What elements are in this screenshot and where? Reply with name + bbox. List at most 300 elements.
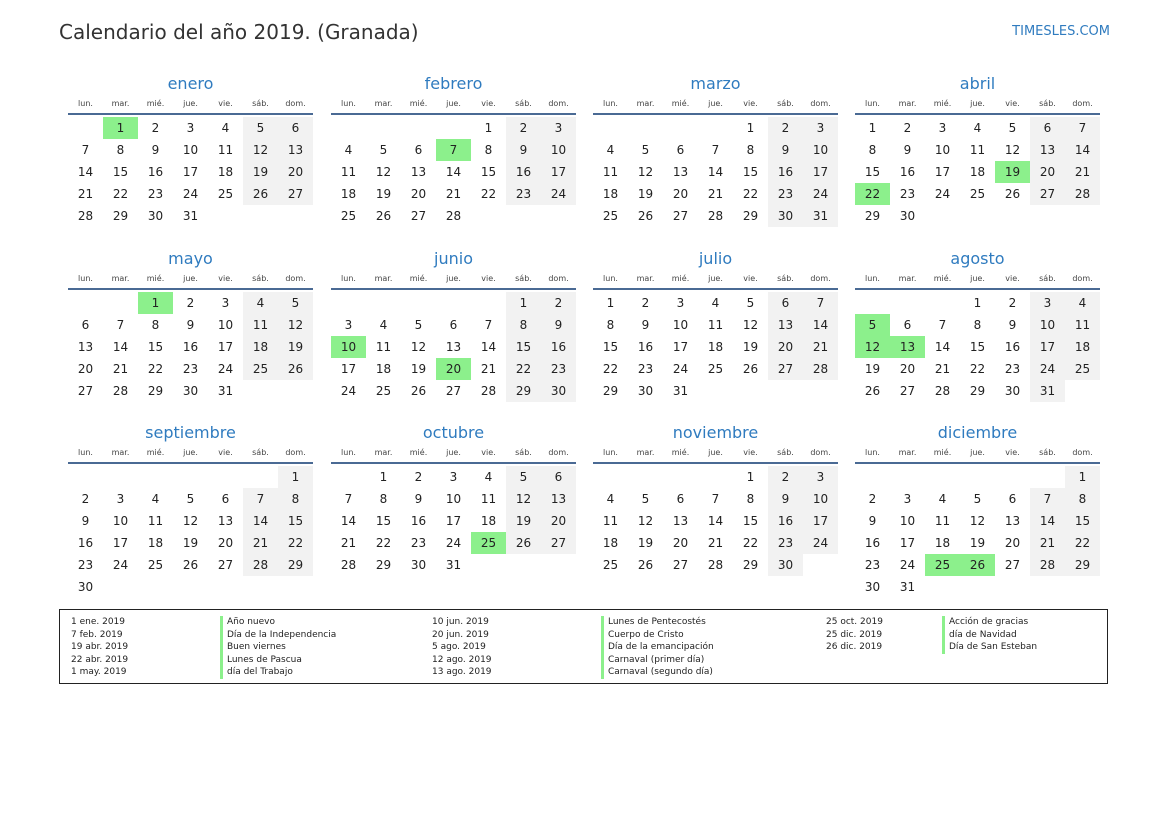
day-cell[interactable]: 4 — [1065, 292, 1100, 314]
day-cell[interactable]: 8 — [484, 143, 493, 157]
day-cell[interactable]: 29 — [742, 558, 759, 572]
day-cell[interactable]: 27 — [768, 358, 803, 380]
day-cell[interactable]: 31 — [899, 580, 916, 594]
day-cell[interactable]: 24 — [445, 536, 462, 550]
day-cell[interactable]: 26 — [637, 209, 654, 223]
day-cell[interactable]: 15 — [602, 340, 619, 354]
day-cell[interactable]: 20 — [768, 336, 803, 358]
day-cell[interactable]: 28 — [707, 209, 724, 223]
day-cell[interactable]: 28 — [340, 558, 357, 572]
day-cell[interactable]: 25 — [707, 362, 724, 376]
day-cell[interactable]: 7 — [711, 492, 720, 506]
day-cell[interactable]: 12 — [506, 488, 541, 510]
day-cell[interactable]: 12 — [1004, 143, 1021, 157]
day-cell[interactable]: 30 — [637, 384, 654, 398]
day-cell[interactable]: 7 — [1030, 488, 1065, 510]
day-cell[interactable]: 2 — [903, 121, 912, 135]
day-cell[interactable]: 16 — [541, 336, 576, 358]
day-cell[interactable]: 18 — [1065, 336, 1100, 358]
day-cell[interactable]: 18 — [375, 362, 392, 376]
day-cell[interactable]: 28 — [112, 384, 129, 398]
day-cell[interactable]: 14 — [243, 510, 278, 532]
day-cell[interactable]: 9 — [768, 139, 803, 161]
holiday-day[interactable]: 1 — [138, 292, 173, 314]
day-cell[interactable]: 19 — [969, 536, 986, 550]
day-cell[interactable]: 21 — [707, 536, 724, 550]
day-cell[interactable]: 24 — [803, 183, 838, 205]
day-cell[interactable]: 17 — [934, 165, 951, 179]
day-cell[interactable]: 25 — [602, 558, 619, 572]
day-cell[interactable]: 24 — [340, 384, 357, 398]
day-cell[interactable]: 21 — [445, 187, 462, 201]
day-cell[interactable]: 5 — [186, 492, 195, 506]
day-cell[interactable]: 11 — [934, 514, 951, 528]
day-cell[interactable]: 22 — [1065, 532, 1100, 554]
day-cell[interactable]: 30 — [768, 554, 803, 576]
day-cell[interactable]: 23 — [864, 558, 881, 572]
day-cell[interactable]: 23 — [768, 532, 803, 554]
day-cell[interactable]: 19 — [243, 161, 278, 183]
day-cell[interactable]: 9 — [506, 139, 541, 161]
holiday-day[interactable]: 25 — [925, 554, 960, 576]
day-cell[interactable]: 4 — [379, 318, 388, 332]
day-cell[interactable]: 28 — [1065, 183, 1100, 205]
day-cell[interactable]: 24 — [541, 183, 576, 205]
day-cell[interactable]: 8 — [868, 143, 877, 157]
day-cell[interactable]: 22 — [278, 532, 313, 554]
day-cell[interactable]: 30 — [541, 380, 576, 402]
day-cell[interactable]: 23 — [506, 183, 541, 205]
day-cell[interactable]: 15 — [375, 514, 392, 528]
day-cell[interactable]: 26 — [864, 384, 881, 398]
day-cell[interactable]: 17 — [182, 165, 199, 179]
day-cell[interactable]: 19 — [506, 510, 541, 532]
day-cell[interactable]: 16 — [899, 165, 916, 179]
day-cell[interactable]: 14 — [707, 514, 724, 528]
day-cell[interactable]: 22 — [112, 187, 129, 201]
day-cell[interactable]: 6 — [221, 492, 230, 506]
day-cell[interactable]: 23 — [410, 536, 427, 550]
day-cell[interactable]: 2 — [151, 121, 160, 135]
day-cell[interactable]: 18 — [934, 536, 951, 550]
day-cell[interactable]: 9 — [641, 318, 650, 332]
day-cell[interactable]: 27 — [1004, 558, 1021, 572]
day-cell[interactable]: 11 — [340, 165, 357, 179]
day-cell[interactable]: 11 — [217, 143, 234, 157]
day-cell[interactable]: 13 — [278, 139, 313, 161]
day-cell[interactable]: 26 — [375, 209, 392, 223]
day-cell[interactable]: 13 — [77, 340, 94, 354]
day-cell[interactable]: 26 — [742, 362, 759, 376]
day-cell[interactable]: 6 — [676, 492, 685, 506]
day-cell[interactable]: 30 — [410, 558, 427, 572]
day-cell[interactable]: 29 — [602, 384, 619, 398]
day-cell[interactable]: 7 — [243, 488, 278, 510]
day-cell[interactable]: 17 — [112, 536, 129, 550]
day-cell[interactable]: 8 — [746, 143, 755, 157]
day-cell[interactable]: 21 — [243, 532, 278, 554]
day-cell[interactable]: 18 — [969, 165, 986, 179]
day-cell[interactable]: 11 — [602, 514, 619, 528]
day-cell[interactable]: 6 — [414, 143, 423, 157]
day-cell[interactable]: 1 — [746, 121, 755, 135]
day-cell[interactable]: 26 — [410, 384, 427, 398]
day-cell[interactable]: 19 — [742, 340, 759, 354]
day-cell[interactable]: 3 — [344, 318, 353, 332]
day-cell[interactable]: 11 — [243, 314, 278, 336]
day-cell[interactable]: 20 — [1030, 161, 1065, 183]
day-cell[interactable]: 17 — [803, 161, 838, 183]
day-cell[interactable]: 27 — [541, 532, 576, 554]
day-cell[interactable]: 19 — [182, 536, 199, 550]
day-cell[interactable]: 24 — [112, 558, 129, 572]
day-cell[interactable]: 24 — [672, 362, 689, 376]
day-cell[interactable]: 30 — [147, 209, 164, 223]
day-cell[interactable]: 16 — [77, 536, 94, 550]
day-cell[interactable]: 8 — [506, 314, 541, 336]
day-cell[interactable]: 7 — [938, 318, 947, 332]
day-cell[interactable]: 6 — [768, 292, 803, 314]
day-cell[interactable]: 27 — [77, 384, 94, 398]
day-cell[interactable]: 31 — [217, 384, 234, 398]
day-cell[interactable]: 23 — [541, 358, 576, 380]
day-cell[interactable]: 10 — [934, 143, 951, 157]
day-cell[interactable]: 14 — [445, 165, 462, 179]
day-cell[interactable]: 9 — [541, 314, 576, 336]
day-cell[interactable]: 18 — [602, 536, 619, 550]
holiday-day[interactable]: 22 — [855, 183, 890, 205]
day-cell[interactable]: 2 — [81, 492, 90, 506]
day-cell[interactable]: 26 — [506, 532, 541, 554]
day-cell[interactable]: 11 — [602, 165, 619, 179]
day-cell[interactable]: 2 — [641, 296, 650, 310]
day-cell[interactable]: 15 — [480, 165, 497, 179]
day-cell[interactable]: 7 — [1065, 117, 1100, 139]
day-cell[interactable]: 10 — [803, 488, 838, 510]
day-cell[interactable]: 28 — [480, 384, 497, 398]
day-cell[interactable]: 2 — [768, 117, 803, 139]
day-cell[interactable]: 2 — [1008, 296, 1017, 310]
day-cell[interactable]: 1 — [379, 470, 388, 484]
day-cell[interactable]: 16 — [1004, 340, 1021, 354]
day-cell[interactable]: 23 — [899, 187, 916, 201]
day-cell[interactable]: 8 — [746, 492, 755, 506]
day-cell[interactable]: 8 — [1065, 488, 1100, 510]
day-cell[interactable]: 4 — [606, 492, 615, 506]
day-cell[interactable]: 22 — [742, 187, 759, 201]
day-cell[interactable]: 19 — [278, 336, 313, 358]
day-cell[interactable]: 14 — [707, 165, 724, 179]
day-cell[interactable]: 30 — [864, 580, 881, 594]
day-cell[interactable]: 13 — [541, 488, 576, 510]
day-cell[interactable]: 9 — [414, 492, 423, 506]
day-cell[interactable]: 13 — [445, 340, 462, 354]
day-cell[interactable]: 17 — [445, 514, 462, 528]
day-cell[interactable]: 10 — [541, 139, 576, 161]
day-cell[interactable]: 23 — [637, 362, 654, 376]
day-cell[interactable]: 20 — [1004, 536, 1021, 550]
day-cell[interactable]: 31 — [672, 384, 689, 398]
day-cell[interactable]: 29 — [506, 380, 541, 402]
day-cell[interactable]: 7 — [344, 492, 353, 506]
day-cell[interactable]: 3 — [1030, 292, 1065, 314]
day-cell[interactable]: 1 — [278, 466, 313, 488]
day-cell[interactable]: 1 — [484, 121, 493, 135]
day-cell[interactable]: 20 — [217, 536, 234, 550]
day-cell[interactable]: 9 — [151, 143, 160, 157]
day-cell[interactable]: 5 — [506, 466, 541, 488]
day-cell[interactable]: 18 — [147, 536, 164, 550]
day-cell[interactable]: 1 — [868, 121, 877, 135]
day-cell[interactable]: 15 — [1065, 510, 1100, 532]
day-cell[interactable]: 25 — [1065, 358, 1100, 380]
day-cell[interactable]: 12 — [969, 514, 986, 528]
day-cell[interactable]: 27 — [672, 558, 689, 572]
day-cell[interactable]: 29 — [742, 209, 759, 223]
day-cell[interactable]: 3 — [186, 121, 195, 135]
day-cell[interactable]: 28 — [445, 209, 462, 223]
day-cell[interactable]: 23 — [1004, 362, 1021, 376]
day-cell[interactable]: 2 — [768, 466, 803, 488]
day-cell[interactable]: 23 — [77, 558, 94, 572]
day-cell[interactable]: 17 — [340, 362, 357, 376]
day-cell[interactable]: 22 — [147, 362, 164, 376]
day-cell[interactable]: 5 — [973, 492, 982, 506]
day-cell[interactable]: 19 — [637, 536, 654, 550]
day-cell[interactable]: 3 — [541, 117, 576, 139]
day-cell[interactable]: 4 — [938, 492, 947, 506]
day-cell[interactable]: 5 — [278, 292, 313, 314]
day-cell[interactable]: 14 — [1030, 510, 1065, 532]
day-cell[interactable]: 22 — [969, 362, 986, 376]
day-cell[interactable]: 5 — [379, 143, 388, 157]
day-cell[interactable]: 18 — [480, 514, 497, 528]
brand-logo-text[interactable]: TIMESLES.COM — [1012, 24, 1110, 39]
day-cell[interactable]: 21 — [480, 362, 497, 376]
day-cell[interactable]: 3 — [221, 296, 230, 310]
day-cell[interactable]: 5 — [746, 296, 755, 310]
day-cell[interactable]: 20 — [672, 187, 689, 201]
holiday-day[interactable]: 13 — [890, 336, 925, 358]
day-cell[interactable]: 2 — [506, 117, 541, 139]
day-cell[interactable]: 3 — [676, 296, 685, 310]
day-cell[interactable]: 11 — [707, 318, 724, 332]
day-cell[interactable]: 12 — [182, 514, 199, 528]
day-cell[interactable]: 26 — [1004, 187, 1021, 201]
day-cell[interactable]: 15 — [278, 510, 313, 532]
day-cell[interactable]: 29 — [278, 554, 313, 576]
day-cell[interactable]: 31 — [803, 205, 838, 227]
day-cell[interactable]: 27 — [1030, 183, 1065, 205]
day-cell[interactable]: 15 — [506, 336, 541, 358]
day-cell[interactable]: 27 — [899, 384, 916, 398]
day-cell[interactable]: 28 — [243, 554, 278, 576]
day-cell[interactable]: 1 — [1065, 466, 1100, 488]
day-cell[interactable]: 14 — [803, 314, 838, 336]
day-cell[interactable]: 15 — [742, 165, 759, 179]
day-cell[interactable]: 5 — [243, 117, 278, 139]
day-cell[interactable]: 20 — [541, 510, 576, 532]
day-cell[interactable]: 5 — [641, 492, 650, 506]
day-cell[interactable]: 21 — [707, 187, 724, 201]
day-cell[interactable]: 21 — [77, 187, 94, 201]
day-cell[interactable]: 16 — [147, 165, 164, 179]
day-cell[interactable]: 23 — [768, 183, 803, 205]
day-cell[interactable]: 25 — [217, 187, 234, 201]
day-cell[interactable]: 14 — [77, 165, 94, 179]
day-cell[interactable]: 13 — [672, 514, 689, 528]
day-cell[interactable]: 8 — [116, 143, 125, 157]
day-cell[interactable]: 18 — [217, 165, 234, 179]
day-cell[interactable]: 4 — [221, 121, 230, 135]
day-cell[interactable]: 13 — [768, 314, 803, 336]
day-cell[interactable]: 25 — [969, 187, 986, 201]
day-cell[interactable]: 4 — [151, 492, 160, 506]
day-cell[interactable]: 30 — [768, 205, 803, 227]
day-cell[interactable]: 4 — [344, 143, 353, 157]
day-cell[interactable]: 10 — [112, 514, 129, 528]
day-cell[interactable]: 25 — [340, 209, 357, 223]
day-cell[interactable]: 10 — [445, 492, 462, 506]
day-cell[interactable]: 29 — [112, 209, 129, 223]
day-cell[interactable]: 8 — [379, 492, 388, 506]
day-cell[interactable]: 11 — [1065, 314, 1100, 336]
day-cell[interactable]: 28 — [1030, 554, 1065, 576]
day-cell[interactable]: 4 — [484, 470, 493, 484]
day-cell[interactable]: 15 — [969, 340, 986, 354]
day-cell[interactable]: 9 — [186, 318, 195, 332]
day-cell[interactable]: 14 — [1065, 139, 1100, 161]
day-cell[interactable]: 6 — [278, 117, 313, 139]
day-cell[interactable]: 17 — [1030, 336, 1065, 358]
day-cell[interactable]: 22 — [506, 358, 541, 380]
day-cell[interactable]: 9 — [903, 143, 912, 157]
day-cell[interactable]: 6 — [1030, 117, 1065, 139]
day-cell[interactable]: 6 — [81, 318, 90, 332]
day-cell[interactable]: 29 — [1065, 554, 1100, 576]
day-cell[interactable]: 24 — [182, 187, 199, 201]
day-cell[interactable]: 17 — [899, 536, 916, 550]
day-cell[interactable]: 14 — [112, 340, 129, 354]
day-cell[interactable]: 5 — [414, 318, 423, 332]
day-cell[interactable]: 5 — [641, 143, 650, 157]
day-cell[interactable]: 8 — [151, 318, 160, 332]
day-cell[interactable]: 31 — [182, 209, 199, 223]
day-cell[interactable]: 7 — [484, 318, 493, 332]
day-cell[interactable]: 25 — [147, 558, 164, 572]
day-cell[interactable]: 2 — [868, 492, 877, 506]
day-cell[interactable]: 4 — [243, 292, 278, 314]
day-cell[interactable]: 28 — [77, 209, 94, 223]
day-cell[interactable]: 17 — [217, 340, 234, 354]
day-cell[interactable]: 15 — [864, 165, 881, 179]
day-cell[interactable]: 4 — [606, 143, 615, 157]
day-cell[interactable]: 21 — [340, 536, 357, 550]
day-cell[interactable]: 31 — [1030, 380, 1065, 402]
day-cell[interactable]: 16 — [768, 161, 803, 183]
day-cell[interactable]: 3 — [116, 492, 125, 506]
day-cell[interactable]: 18 — [602, 187, 619, 201]
day-cell[interactable]: 2 — [186, 296, 195, 310]
day-cell[interactable]: 21 — [934, 362, 951, 376]
day-cell[interactable]: 2 — [541, 292, 576, 314]
day-cell[interactable]: 19 — [410, 362, 427, 376]
day-cell[interactable]: 26 — [278, 358, 313, 380]
day-cell[interactable]: 16 — [410, 514, 427, 528]
day-cell[interactable]: 2 — [414, 470, 423, 484]
holiday-day[interactable]: 5 — [855, 314, 890, 336]
day-cell[interactable]: 11 — [147, 514, 164, 528]
day-cell[interactable]: 3 — [938, 121, 947, 135]
day-cell[interactable]: 19 — [637, 187, 654, 201]
day-cell[interactable]: 9 — [768, 488, 803, 510]
day-cell[interactable]: 24 — [803, 532, 838, 554]
day-cell[interactable]: 19 — [864, 362, 881, 376]
day-cell[interactable]: 12 — [278, 314, 313, 336]
day-cell[interactable]: 13 — [410, 165, 427, 179]
day-cell[interactable]: 22 — [602, 362, 619, 376]
day-cell[interactable]: 15 — [147, 340, 164, 354]
day-cell[interactable]: 20 — [77, 362, 94, 376]
day-cell[interactable]: 10 — [803, 139, 838, 161]
day-cell[interactable]: 13 — [217, 514, 234, 528]
day-cell[interactable]: 29 — [969, 384, 986, 398]
day-cell[interactable]: 30 — [1004, 384, 1021, 398]
day-cell[interactable]: 20 — [899, 362, 916, 376]
day-cell[interactable]: 21 — [1030, 532, 1065, 554]
day-cell[interactable]: 28 — [934, 384, 951, 398]
day-cell[interactable]: 3 — [803, 117, 838, 139]
day-cell[interactable]: 21 — [803, 336, 838, 358]
day-cell[interactable]: 4 — [973, 121, 982, 135]
day-cell[interactable]: 14 — [340, 514, 357, 528]
day-cell[interactable]: 22 — [742, 536, 759, 550]
day-cell[interactable]: 8 — [606, 318, 615, 332]
holiday-day[interactable]: 10 — [331, 336, 366, 358]
day-cell[interactable]: 26 — [243, 183, 278, 205]
day-cell[interactable]: 30 — [182, 384, 199, 398]
day-cell[interactable]: 23 — [147, 187, 164, 201]
day-cell[interactable]: 13 — [1030, 139, 1065, 161]
day-cell[interactable]: 11 — [969, 143, 986, 157]
day-cell[interactable]: 16 — [182, 340, 199, 354]
day-cell[interactable]: 1 — [973, 296, 982, 310]
day-cell[interactable]: 16 — [768, 510, 803, 532]
day-cell[interactable]: 6 — [1008, 492, 1017, 506]
holiday-day[interactable]: 25 — [471, 532, 506, 554]
day-cell[interactable]: 11 — [480, 492, 497, 506]
day-cell[interactable]: 28 — [803, 358, 838, 380]
day-cell[interactable]: 3 — [903, 492, 912, 506]
day-cell[interactable]: 25 — [375, 384, 392, 398]
day-cell[interactable]: 25 — [602, 209, 619, 223]
day-cell[interactable]: 19 — [375, 187, 392, 201]
day-cell[interactable]: 17 — [672, 340, 689, 354]
day-cell[interactable]: 15 — [742, 514, 759, 528]
day-cell[interactable]: 10 — [182, 143, 199, 157]
day-cell[interactable]: 31 — [445, 558, 462, 572]
day-cell[interactable]: 20 — [278, 161, 313, 183]
holiday-day[interactable]: 19 — [995, 161, 1030, 183]
day-cell[interactable]: 5 — [1008, 121, 1017, 135]
day-cell[interactable]: 21 — [1065, 161, 1100, 183]
day-cell[interactable]: 24 — [217, 362, 234, 376]
day-cell[interactable]: 16 — [506, 161, 541, 183]
day-cell[interactable]: 13 — [1004, 514, 1021, 528]
day-cell[interactable]: 16 — [637, 340, 654, 354]
day-cell[interactable]: 28 — [707, 558, 724, 572]
day-cell[interactable]: 3 — [803, 466, 838, 488]
